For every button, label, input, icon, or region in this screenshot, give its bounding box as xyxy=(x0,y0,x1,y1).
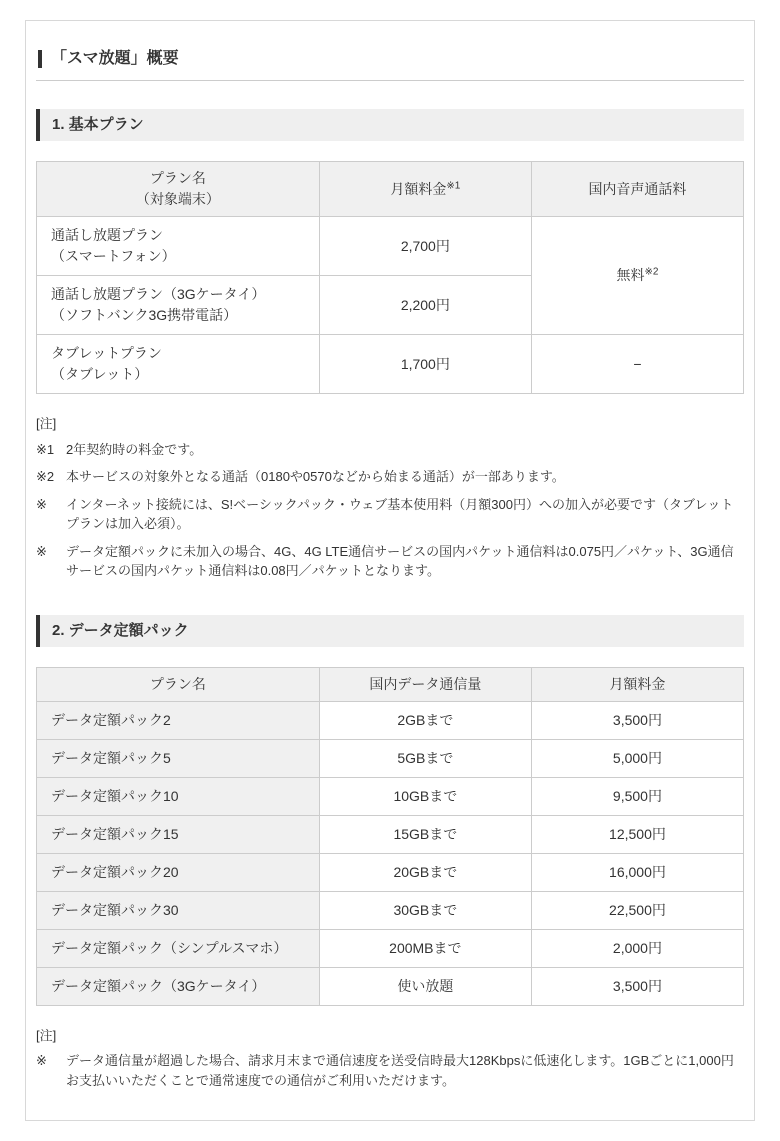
table-row xyxy=(37,967,744,1005)
table-header-row xyxy=(37,162,744,217)
pack-name-cell: データ定額パック20 xyxy=(37,853,320,891)
plan-name-line2: （タブレット） xyxy=(51,366,149,383)
monthly-fee-cell: 9,500円 xyxy=(531,777,743,815)
pack-name-cell: データ定額パック（3Gケータイ） xyxy=(37,967,320,1005)
voice-fee-cell: − xyxy=(531,335,743,394)
data-volume-cell: 10GBまで xyxy=(319,777,531,815)
table-row xyxy=(37,217,744,276)
pack-name-cell: データ定額パック（シンプルスマホ） xyxy=(37,929,320,967)
note-item xyxy=(36,542,744,581)
pack-name-cell: データ定額パック15 xyxy=(37,815,320,853)
data-pack-table xyxy=(36,667,744,1006)
table-row xyxy=(37,929,744,967)
pack-name-cell: データ定額パック10 xyxy=(37,777,320,815)
note-marker: ※ xyxy=(36,543,47,559)
table-row xyxy=(37,891,744,929)
header-monthly-fee-note-mark: ※1 xyxy=(446,180,461,192)
header-plan-name-line1: プラン名 xyxy=(149,170,206,187)
note-item xyxy=(36,467,744,487)
table-row xyxy=(37,853,744,891)
monthly-fee-cell: 3,500円 xyxy=(531,701,743,739)
note-text: データ通信量が超過した場合、請求月末まで通信速度を送受信時最大128Kbpsに低速化します。1GBごとに1,000円お支払いいただくことで通常速度での通信がご利用いただけます。 xyxy=(66,1053,734,1088)
voice-fee-cell xyxy=(531,217,743,335)
note-item xyxy=(36,1051,744,1090)
section2-notes xyxy=(36,1026,744,1091)
note-text: 2年契約時の料金です。 xyxy=(66,441,203,457)
table-row xyxy=(37,739,744,777)
data-volume-cell: 使い放題 xyxy=(319,967,531,1005)
note-marker: ※ xyxy=(36,496,47,512)
note-text: データ定額パックに未加入の場合、4G、4G LTE通信サービスの国内パケット通信料は0.075円／パケット、3G通信サービスの国内パケット通信料は0.08円／パケットとなります。 xyxy=(66,543,734,579)
plan-name-line2: （スマートフォン） xyxy=(51,248,176,265)
plan-name-line1: 通話し放題プラン（3Gケータイ） xyxy=(51,286,266,303)
voice-fee-note-mark: ※2 xyxy=(644,266,659,278)
header-voice-call-fee: 国内音声通話料 xyxy=(531,162,743,217)
plan-name-cell xyxy=(37,335,320,394)
monthly-fee-cell: 2,200円 xyxy=(319,276,531,335)
header-monthly-fee xyxy=(319,162,531,217)
header-plan-name: プラン名 xyxy=(37,667,320,701)
data-volume-cell: 15GBまで xyxy=(319,815,531,853)
plan-name-line1: 通話し放題プラン xyxy=(51,227,163,244)
voice-fee-text: 無料 xyxy=(616,267,645,284)
note-text: 本サービスの対象外となる通話（0180や0570などから始まる通話）が一部あります。 xyxy=(66,469,565,485)
content-card xyxy=(25,20,755,1121)
title-accent-bar xyxy=(38,50,42,68)
page-title-text: 「スマ放題」概要 xyxy=(51,50,179,67)
note-item xyxy=(36,495,744,534)
monthly-fee-cell: 12,500円 xyxy=(531,815,743,853)
plan-name-line1: タブレットプラン xyxy=(51,345,162,362)
section2-heading: 2. データ定額パック xyxy=(36,615,744,647)
pack-name-cell: データ定額パック5 xyxy=(37,739,320,777)
page-title xyxy=(36,47,744,81)
monthly-fee-cell: 2,000円 xyxy=(531,929,743,967)
plan-name-line2: （ソフトバンク3G携帯電話） xyxy=(51,307,238,324)
notes-label: [注] xyxy=(36,1027,57,1043)
table-row xyxy=(37,777,744,815)
table-row xyxy=(37,335,744,394)
monthly-fee-cell: 3,500円 xyxy=(531,967,743,1005)
table-row xyxy=(37,701,744,739)
pack-name-cell: データ定額パック30 xyxy=(37,891,320,929)
monthly-fee-cell: 16,000円 xyxy=(531,853,743,891)
data-volume-cell: 20GBまで xyxy=(319,853,531,891)
data-volume-cell: 5GBまで xyxy=(319,739,531,777)
note-marker: ※ xyxy=(36,1053,47,1069)
table-header-row xyxy=(37,667,744,701)
basic-plan-table xyxy=(36,161,744,394)
header-plan-name-line2: （対象端末） xyxy=(135,191,220,208)
monthly-fee-cell: 2,700円 xyxy=(319,217,531,276)
data-volume-cell: 200MBまで xyxy=(319,929,531,967)
section1-heading: 1. 基本プラン xyxy=(36,109,744,141)
section-basic-plan xyxy=(36,109,744,581)
header-monthly-fee: 月額料金 xyxy=(531,667,743,701)
monthly-fee-cell: 22,500円 xyxy=(531,891,743,929)
header-data-volume: 国内データ通信量 xyxy=(319,667,531,701)
header-monthly-fee-text: 月額料金 xyxy=(390,180,447,197)
monthly-fee-cell: 1,700円 xyxy=(319,335,531,394)
note-marker: ※2 xyxy=(36,469,55,485)
data-volume-cell: 2GBまで xyxy=(319,701,531,739)
note-marker: ※1 xyxy=(36,441,55,457)
section1-notes xyxy=(36,414,744,581)
section-data-pack xyxy=(36,615,744,1091)
header-plan-name xyxy=(37,162,320,217)
plan-name-cell xyxy=(37,217,320,276)
note-text: インターネット接続には、S!ベーシックパック・ウェブ基本使用料（月額300円）への加入が必要です（タブレットプランは加入必須）。 xyxy=(66,496,734,532)
data-volume-cell: 30GBまで xyxy=(319,891,531,929)
note-item xyxy=(36,440,744,460)
pack-name-cell: データ定額パック2 xyxy=(37,701,320,739)
notes-label: [注] xyxy=(36,416,57,432)
plan-name-cell xyxy=(37,276,320,335)
monthly-fee-cell: 5,000円 xyxy=(531,739,743,777)
table-row xyxy=(37,815,744,853)
